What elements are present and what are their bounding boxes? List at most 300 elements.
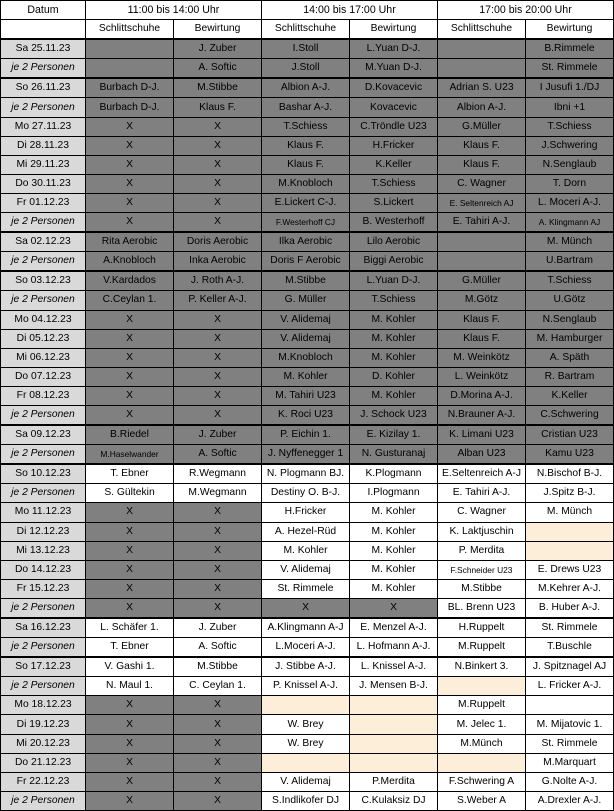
- schedule-cell: Biggi Aerobic: [350, 252, 438, 272]
- date-label: Do 30.11.23: [1, 174, 86, 193]
- date-label: Mi 20.12.23: [1, 734, 86, 753]
- schedule-cell: X: [86, 367, 174, 386]
- schedule-cell: M. Münch: [526, 503, 614, 522]
- schedule-cell: T.Schiess: [350, 174, 438, 193]
- table-row: [1, 117, 614, 136]
- table-row: [1, 657, 614, 677]
- schedule-cell: X: [174, 117, 262, 136]
- schedule-cell: S. Gültekin: [86, 484, 174, 503]
- schedule-cell: X: [86, 696, 174, 715]
- datum-header-blank: [1, 20, 86, 40]
- schedule-cell: J. Mensen B-J.: [350, 677, 438, 696]
- schedule-cell: Cristian U23: [526, 425, 614, 445]
- schedule-cell: L.Moceri A-J.: [262, 638, 350, 658]
- date-label: So 10.12.23: [1, 464, 86, 484]
- table-row: [1, 696, 614, 715]
- schedule-cell: X: [174, 598, 262, 618]
- header-row-subs: [1, 20, 614, 40]
- date-label: je 2 Personen: [1, 598, 86, 618]
- schedule-cell: J. Spitznagel AJ: [526, 657, 614, 677]
- schedule-cell: [526, 541, 614, 560]
- schedule-cell: M. Jelec 1.: [438, 715, 526, 734]
- schedule-cell: X: [86, 772, 174, 791]
- date-label: Mo 11.12.23: [1, 503, 86, 522]
- table-row: [1, 425, 614, 445]
- schedule-cell: M. Kohler: [350, 348, 438, 367]
- schedule-cell: E. Seltenreich AJ: [438, 193, 526, 212]
- schedule-cell: M.Knobloch: [262, 174, 350, 193]
- table-row: [1, 445, 614, 465]
- date-label: Fr 15.12.23: [1, 579, 86, 598]
- schedule-cell: M.Knobloch: [262, 348, 350, 367]
- table-row: [1, 252, 614, 272]
- schedule-cell: M. Kohler: [350, 503, 438, 522]
- schedule-cell: E.Seltenreich A-J: [438, 464, 526, 484]
- schedule-cell: E. Tahiri A-J.: [438, 213, 526, 233]
- schedule-cell: F.Schwering A: [438, 772, 526, 791]
- schedule-cell: U.Bartram: [526, 252, 614, 272]
- table-row: [1, 174, 614, 193]
- schedule-cell: P. Knissel A-J.: [262, 677, 350, 696]
- date-label: je 2 Personen: [1, 484, 86, 503]
- schedule-cell: B. Huber A-J.: [526, 598, 614, 618]
- schedule-cell: X: [86, 560, 174, 579]
- schedule-cell: Bashar A-J.: [262, 98, 350, 117]
- schedule-cell: J. Zuber: [174, 39, 262, 59]
- schedule-cell: X: [174, 715, 262, 734]
- schedule-cell: A.Knobloch: [86, 252, 174, 272]
- schedule-cell: L. Weinkötz: [438, 367, 526, 386]
- schedule-cell: X: [174, 329, 262, 348]
- schedule-cell: M.Ruppelt: [438, 696, 526, 715]
- schedule-cell: X: [174, 310, 262, 329]
- schedule-cell: M. Hamburger: [526, 329, 614, 348]
- table-row: [1, 618, 614, 638]
- schedule-cell: X: [86, 753, 174, 772]
- schedule-cell: C.Kulaksiz DJ: [350, 791, 438, 810]
- sub-header: Schlittschuhe: [86, 20, 174, 40]
- schedule-cell: L. Knissel A-J.: [350, 657, 438, 677]
- schedule-cell: N.Brauner A-J.: [438, 405, 526, 425]
- schedule-cell: A. Softic: [174, 638, 262, 658]
- schedule-cell: E. Kizilay 1.: [350, 425, 438, 445]
- table-row: [1, 59, 614, 79]
- schedule-cell: Klaus F.: [438, 155, 526, 174]
- schedule-cell: [438, 753, 526, 772]
- schedule-cell: X: [174, 155, 262, 174]
- schedule-cell: V. Alidemaj: [262, 310, 350, 329]
- schedule-cell: I.Stoll: [262, 39, 350, 59]
- schedule-cell: I.Plogmann: [350, 484, 438, 503]
- schedule-cell: S.Weber A: [438, 791, 526, 810]
- schedule-cell: [438, 677, 526, 696]
- schedule-cell: H.Ruppelt: [438, 618, 526, 638]
- schedule-cell: X: [174, 503, 262, 522]
- sub-header: Schlittschuhe: [262, 20, 350, 40]
- date-label: Sa 25.11.23: [1, 39, 86, 59]
- schedule-cell: N.Bischof B-J.: [526, 464, 614, 484]
- schedule-cell: X: [262, 598, 350, 618]
- schedule-cell: N. Plogmann BJ.: [262, 464, 350, 484]
- table-row: [1, 464, 614, 484]
- schedule-cell: BL. Brenn U23: [438, 598, 526, 618]
- table-row: [1, 367, 614, 386]
- schedule-cell: K.Keller: [526, 386, 614, 405]
- schedule-cell: P. Merdita: [438, 541, 526, 560]
- date-label: je 2 Personen: [1, 59, 86, 79]
- schedule-cell: M.Stibbe: [174, 78, 262, 98]
- table-row: [1, 271, 614, 291]
- schedule-cell: E. Tahiri A-J.: [438, 484, 526, 503]
- schedule-cell: V. Alidemaj: [262, 329, 350, 348]
- date-label: je 2 Personen: [1, 638, 86, 658]
- date-label: So 03.12.23: [1, 271, 86, 291]
- schedule-cell: A. Softic: [174, 59, 262, 79]
- schedule-cell: J. Roth A-J.: [174, 271, 262, 291]
- table-row: [1, 348, 614, 367]
- schedule-cell: A.Klingmann A-J: [262, 618, 350, 638]
- date-label: je 2 Personen: [1, 252, 86, 272]
- schedule-cell: X: [86, 213, 174, 233]
- schedule-cell: A.Drexler A-J.: [526, 791, 614, 810]
- schedule-cell: Albion A-J.: [262, 78, 350, 98]
- schedule-cell: G.Müller: [438, 117, 526, 136]
- table-row: [1, 791, 614, 810]
- schedule-cell: T.Schiess: [526, 117, 614, 136]
- schedule-cell: Doris F Aerobic: [262, 252, 350, 272]
- schedule-cell: M. Münch: [526, 232, 614, 252]
- schedule-cell: C. Wagner: [438, 503, 526, 522]
- schedule-cell: Kamu U23: [526, 445, 614, 465]
- schedule-cell: L.Yuan D-J.: [350, 39, 438, 59]
- schedule-cell: X: [86, 503, 174, 522]
- date-label: Mo 04.12.23: [1, 310, 86, 329]
- schedule-cell: T. Dorn: [526, 174, 614, 193]
- schedule-cell: E.Lickert C-J.: [262, 193, 350, 212]
- slot-header-2: 14:00 bis 17:00 Uhr: [262, 1, 438, 20]
- schedule-cell: R.Wegmann: [174, 464, 262, 484]
- schedule-cell: L. Hofmann A-J.: [350, 638, 438, 658]
- schedule-cell: X: [86, 579, 174, 598]
- schedule-cell: X: [86, 734, 174, 753]
- schedule-cell: D.Kovacevic: [350, 78, 438, 98]
- schedule-cell: C. Wagner: [438, 174, 526, 193]
- schedule-cell: P.Merdita: [350, 772, 438, 791]
- schedule-cell: M. Kohler: [350, 310, 438, 329]
- date-label: Di 05.12.23: [1, 329, 86, 348]
- schedule-cell: D.Morina A-J.: [438, 386, 526, 405]
- date-label: Di 19.12.23: [1, 715, 86, 734]
- schedule-cell: X: [174, 386, 262, 405]
- slot-header-3: 17:00 bis 20:00 Uhr: [438, 1, 614, 20]
- table-row: [1, 522, 614, 541]
- table-row: [1, 98, 614, 117]
- schedule-cell: Albion A-J.: [438, 98, 526, 117]
- table-row: [1, 232, 614, 252]
- table-row: [1, 136, 614, 155]
- schedule-cell: F.Westerhoff CJ: [262, 213, 350, 233]
- schedule-cell: M. Kohler: [350, 386, 438, 405]
- date-label: Mo 27.11.23: [1, 117, 86, 136]
- schedule-cell: Adrian S. U23: [438, 78, 526, 98]
- table-row: [1, 78, 614, 98]
- schedule-cell: N. Gusturanaj: [350, 445, 438, 465]
- table-row: [1, 541, 614, 560]
- schedule-cell: Ibni +1: [526, 98, 614, 117]
- schedule-cell: U.Götz: [526, 291, 614, 310]
- schedule-cell: X: [86, 348, 174, 367]
- schedule-cell: X: [174, 579, 262, 598]
- schedule-cell: [438, 39, 526, 59]
- schedule-cell: X: [174, 174, 262, 193]
- table-row: [1, 753, 614, 772]
- table-row: [1, 598, 614, 618]
- schedule-cell: M. Weinkötz: [438, 348, 526, 367]
- schedule-cell: Alban U23: [438, 445, 526, 465]
- schedule-cell: X: [174, 522, 262, 541]
- schedule-cell: A. Hezel-Rüd: [262, 522, 350, 541]
- schedule-cell: X: [86, 117, 174, 136]
- schedule-cell: X: [174, 367, 262, 386]
- datum-header: Datum: [1, 1, 86, 20]
- schedule-cell: [86, 39, 174, 59]
- table-row: [1, 503, 614, 522]
- schedule-cell: M.Stibbe: [262, 271, 350, 291]
- schedule-cell: [350, 734, 438, 753]
- schedule-cell: G. Müller: [262, 291, 350, 310]
- date-label: Di 12.12.23: [1, 522, 86, 541]
- table-row: [1, 39, 614, 59]
- schedule-cell: X: [86, 715, 174, 734]
- schedule-cell: X: [86, 136, 174, 155]
- schedule-cell: T.Schiess: [350, 291, 438, 310]
- schedule-cell: M. Kohler: [350, 579, 438, 598]
- slot-header-1: 11:00 bis 14:00 Uhr: [86, 1, 262, 20]
- schedule-cell: B. Westerhoff: [350, 213, 438, 233]
- schedule-cell: X: [174, 541, 262, 560]
- sub-header: Bewirtung: [350, 20, 438, 40]
- schedule-cell: P. Keller A-J.: [174, 291, 262, 310]
- schedule-cell: J. Stibbe A-J.: [262, 657, 350, 677]
- schedule-cell: Lilo Aerobic: [350, 232, 438, 252]
- schedule-cell: X: [86, 174, 174, 193]
- schedule-cell: Klaus F.: [438, 329, 526, 348]
- schedule-cell: Doris Aerobic: [174, 232, 262, 252]
- sub-header: Schlittschuhe: [438, 20, 526, 40]
- schedule-cell: M. Kohler: [350, 541, 438, 560]
- schedule-cell: P. Eichin 1.: [262, 425, 350, 445]
- schedule-cell: D. Kohler: [350, 367, 438, 386]
- schedule-cell: N. Maul 1.: [86, 677, 174, 696]
- schedule-cell: [262, 753, 350, 772]
- date-label: je 2 Personen: [1, 98, 86, 117]
- schedule-cell: T.Buschle: [526, 638, 614, 658]
- schedule-cell: [438, 232, 526, 252]
- schedule-cell: H.Fricker: [262, 503, 350, 522]
- schedule-cell: [438, 252, 526, 272]
- schedule-cell: V. Alidemaj: [262, 560, 350, 579]
- date-label: je 2 Personen: [1, 677, 86, 696]
- schedule-cell: A. Späth: [526, 348, 614, 367]
- table-row: [1, 193, 614, 212]
- table-row: [1, 386, 614, 405]
- date-label: je 2 Personen: [1, 291, 86, 310]
- table-row: [1, 638, 614, 658]
- schedule-cell: X: [174, 348, 262, 367]
- schedule-cell: X: [86, 541, 174, 560]
- table-row: [1, 213, 614, 233]
- schedule-cell: X: [86, 598, 174, 618]
- schedule-cell: S.Indlikofer DJ: [262, 791, 350, 810]
- date-label: Fr 22.12.23: [1, 772, 86, 791]
- schedule-cell: T.Schiess: [526, 271, 614, 291]
- schedule-cell: G.Müller: [438, 271, 526, 291]
- date-label: Mi 13.12.23: [1, 541, 86, 560]
- date-label: Sa 02.12.23: [1, 232, 86, 252]
- schedule-cell: N.Senglaub: [526, 155, 614, 174]
- schedule-cell: M. Kohler: [262, 367, 350, 386]
- schedule-cell: Destiny O. B-J.: [262, 484, 350, 503]
- schedule-cell: X: [86, 405, 174, 425]
- table-row: [1, 772, 614, 791]
- schedule-cell: J. Zuber: [174, 618, 262, 638]
- schedule-cell: [350, 753, 438, 772]
- date-label: je 2 Personen: [1, 445, 86, 465]
- sub-header: Bewirtung: [526, 20, 614, 40]
- schedule-cell: C.Ceylan 1.: [86, 291, 174, 310]
- schedule-cell: Ilka Aerobic: [262, 232, 350, 252]
- schedule-cell: X: [174, 753, 262, 772]
- schedule-cell: J.Schwering: [526, 136, 614, 155]
- schedule-cell: St. Rimmele: [526, 618, 614, 638]
- schedule-cell: L. Moceri A-J.: [526, 193, 614, 212]
- schedule-cell: K. Roci U23: [262, 405, 350, 425]
- schedule-cell: B.Rimmele: [526, 39, 614, 59]
- schedule-cell: X: [174, 696, 262, 715]
- schedule-cell: St. Rimmele: [526, 59, 614, 79]
- header-row-times: [1, 1, 614, 20]
- schedule-cell: [350, 715, 438, 734]
- date-label: Do 21.12.23: [1, 753, 86, 772]
- date-label: Do 07.12.23: [1, 367, 86, 386]
- schedule-cell: K.Keller: [350, 155, 438, 174]
- date-label: Di 28.11.23: [1, 136, 86, 155]
- sub-header: Bewirtung: [174, 20, 262, 40]
- table-row: [1, 484, 614, 503]
- schedule-cell: X: [174, 405, 262, 425]
- schedule-cell: J.Stoll: [262, 59, 350, 79]
- schedule-cell: C.Tröndle U23: [350, 117, 438, 136]
- date-label: je 2 Personen: [1, 791, 86, 810]
- table-row: [1, 715, 614, 734]
- date-label: So 17.12.23: [1, 657, 86, 677]
- table-row: [1, 579, 614, 598]
- table-row: [1, 734, 614, 753]
- schedule-cell: X: [86, 193, 174, 212]
- schedule-cell: Klaus F.: [438, 310, 526, 329]
- table-row: [1, 405, 614, 425]
- schedule-cell: [526, 696, 614, 715]
- schedule-cell: A. Klingmann AJ: [526, 213, 614, 233]
- schedule-cell: C.Schwering: [526, 405, 614, 425]
- schedule-cell: M.Ruppelt: [438, 638, 526, 658]
- schedule-cell: [526, 522, 614, 541]
- schedule-cell: F.Schneider U23: [438, 560, 526, 579]
- date-label: Sa 16.12.23: [1, 618, 86, 638]
- schedule-cell: W. Brey: [262, 715, 350, 734]
- table-row: [1, 560, 614, 579]
- schedule-cell: N.Binkert 3.: [438, 657, 526, 677]
- schedule-cell: L. Schäfer 1.: [86, 618, 174, 638]
- schedule-cell: X: [174, 791, 262, 810]
- date-label: Fr 01.12.23: [1, 193, 86, 212]
- schedule-cell: X: [86, 310, 174, 329]
- schedule-cell: Klaus F.: [438, 136, 526, 155]
- schedule-cell: Burbach D-J.: [86, 78, 174, 98]
- schedule-cell: M.Stibbe: [174, 657, 262, 677]
- schedule-cell: M. Kohler: [350, 522, 438, 541]
- schedule-cell: T. Ebner: [86, 638, 174, 658]
- schedule-cell: M. Mijatovic 1.: [526, 715, 614, 734]
- schedule-cell: E. Menzel A-J.: [350, 618, 438, 638]
- schedule-cell: X: [174, 734, 262, 753]
- schedule-body: [1, 39, 614, 810]
- schedule-cell: M. Kohler: [350, 560, 438, 579]
- schedule-cell: L.Yuan D-J.: [350, 271, 438, 291]
- schedule-cell: Rita Aerobic: [86, 232, 174, 252]
- date-label: Mo 18.12.23: [1, 696, 86, 715]
- schedule-cell: B.Riedel: [86, 425, 174, 445]
- schedule-cell: H.Fricker: [350, 136, 438, 155]
- schedule-cell: X: [174, 136, 262, 155]
- schedule-cell: Inka Aerobic: [174, 252, 262, 272]
- schedule-cell: M. Kohler: [262, 541, 350, 560]
- schedule-cell: L. Fricker A-J.: [526, 677, 614, 696]
- schedule-cell: St. Rimmele: [262, 579, 350, 598]
- schedule-cell: K. Laktjuschin: [438, 522, 526, 541]
- date-label: Sa 09.12.23: [1, 425, 86, 445]
- schedule-cell: [438, 59, 526, 79]
- schedule-cell: X: [350, 598, 438, 618]
- schedule-cell: Burbach D-J.: [86, 98, 174, 117]
- schedule-cell: M.Haselwander: [86, 445, 174, 465]
- date-label: Do 14.12.23: [1, 560, 86, 579]
- schedule-cell: I Jusufi 1./DJ: [526, 78, 614, 98]
- date-label: Mi 06.12.23: [1, 348, 86, 367]
- date-label: je 2 Personen: [1, 213, 86, 233]
- schedule-cell: M.Marquart: [526, 753, 614, 772]
- schedule-cell: Klaus F.: [262, 136, 350, 155]
- date-label: je 2 Personen: [1, 405, 86, 425]
- schedule-cell: X: [86, 522, 174, 541]
- schedule-cell: Kovacevic: [350, 98, 438, 117]
- schedule-cell: M. Tahiri U23: [262, 386, 350, 405]
- schedule-cell: K. Limani U23: [438, 425, 526, 445]
- schedule-cell: M.Wegmann: [174, 484, 262, 503]
- table-row: [1, 155, 614, 174]
- schedule-cell: X: [174, 213, 262, 233]
- schedule-cell: V.Kardados: [86, 271, 174, 291]
- schedule-cell: V. Gashi 1.: [86, 657, 174, 677]
- schedule-cell: C. Ceylan 1.: [174, 677, 262, 696]
- schedule-cell: Klaus F.: [262, 155, 350, 174]
- schedule-cell: E. Drews U23: [526, 560, 614, 579]
- schedule-cell: M.Stibbe: [438, 579, 526, 598]
- schedule-cell: M.Münch: [438, 734, 526, 753]
- schedule-cell: X: [86, 791, 174, 810]
- schedule-cell: M.Kehrer A-J.: [526, 579, 614, 598]
- schedule-cell: X: [86, 155, 174, 174]
